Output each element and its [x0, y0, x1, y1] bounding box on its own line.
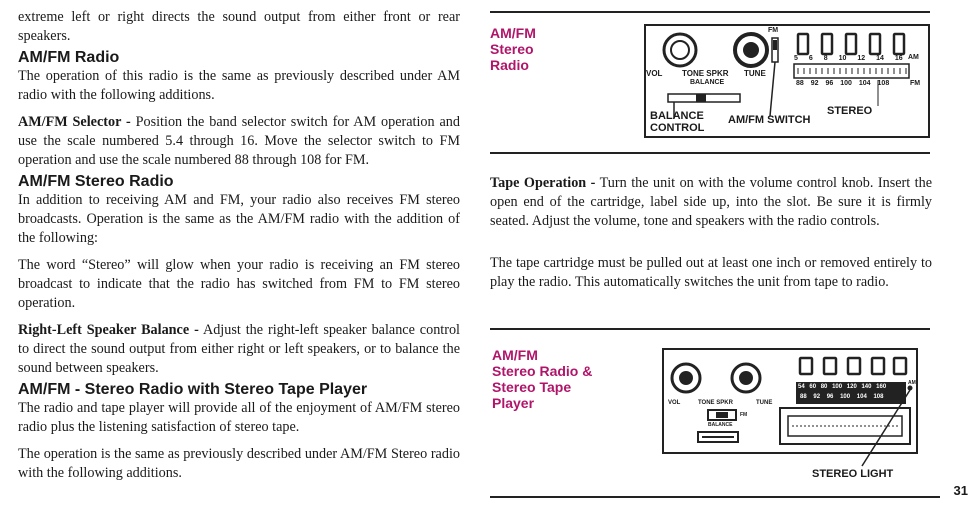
top-rule [490, 11, 930, 13]
fig1-stereo-label: STEREO [827, 105, 873, 117]
am-scale-number: 80 [820, 384, 828, 390]
fig1-fm-right-label: FM [910, 80, 921, 87]
fm-scale-number: 96 [826, 394, 834, 400]
intro-paragraph: extreme left or right directs the sound output from either front or rear speakers. [18, 9, 460, 44]
am-scale-number: 60 [809, 384, 817, 390]
tape-operation-runin: Tape Operation - [490, 175, 596, 191]
amfm-stereo-radio-diagram [644, 24, 930, 142]
stereo-tape-heading: AM/FM - Stereo Radio with Stereo Tape Player [18, 381, 368, 398]
tape-player-faceplate-drawing [662, 348, 924, 483]
fig1-tune-label: TUNE [744, 69, 766, 78]
fig1-balance-small-label: BALANCE [690, 79, 725, 86]
fm-scale-number: 100 [840, 80, 852, 87]
fm-scale-number: 108 [873, 394, 884, 400]
figure-2-title-line: AM/FM [492, 347, 538, 363]
fig1-balance-control-label [650, 110, 704, 134]
tape-pull-paragraph: The tape cartridge must be pulled out at least one inch or removed entirely to play the radio. This automatically switches the unit from tape to radio. [490, 255, 932, 290]
figure-1-title-line: Stereo [490, 41, 534, 57]
amfm-radio-heading: AM/FM Radio [18, 49, 120, 66]
am-scale-number: 100 [832, 384, 843, 390]
fig1-am-label: AM [908, 54, 919, 61]
fig2-stereo-light-label: STEREO LIGHT [812, 468, 894, 480]
figure-2-title-line: Stereo Radio & [492, 363, 593, 379]
fm-scale-number: 96 [825, 80, 834, 87]
middle-rule-1 [490, 152, 930, 154]
fig2-tune-label: TUNE [756, 400, 773, 406]
fm-scale-number: 88 [800, 394, 807, 400]
figure-2-title-line: Player [492, 395, 535, 411]
stereo-tape-paragraph-2: The operation is the same as previously described under AM/FM Stereo radio with the following additions. [18, 446, 460, 481]
figure-1-title [490, 25, 536, 73]
fm-scale-number: 88 [796, 80, 804, 87]
fig1-fm-label: FM [768, 27, 779, 34]
am-scale-number: 160 [876, 384, 887, 390]
right-column [490, 0, 932, 512]
balance-control-line: CONTROL [650, 122, 705, 134]
am-scale-number: 12 [857, 55, 866, 62]
fig1-fm-scale [796, 80, 889, 87]
fm-scale-number: 92 [813, 394, 821, 400]
am-scale-number: 16 [894, 55, 903, 62]
speaker-balance-runin: Right-Left Speaker Balance - [18, 322, 199, 338]
figure-2-title [492, 347, 592, 411]
fm-scale-number: 108 [877, 80, 890, 87]
amfm-stereo-tape-diagram [662, 348, 924, 483]
fig2-tone-spkr-label: TONE SPKR [698, 400, 733, 406]
amfm-selector-paragraph [18, 113, 460, 170]
amfm-selector-text: Position the band selector switch for AM operation and use the scale numbered 5.4 through 16. Move the selector switch to FM operation and use the scale numbered 88 through 108 for FM. [18, 114, 460, 168]
am-scale-number: 120 [846, 384, 857, 390]
fig2-fm-scale [800, 394, 883, 400]
middle-rule-2 [490, 328, 930, 330]
fig1-vol-label: VOL [646, 69, 663, 78]
speaker-balance-paragraph [18, 321, 460, 378]
amfm-stereo-paragraph: In addition to receiving AM and FM, your radio also receives FM stereo broadcasts. Operation is the same as the AM/FM radio with the addition of the following: [18, 192, 460, 246]
fig2-balance-label: BALANCE [708, 422, 733, 428]
figure-1-title-line: AM/FM [490, 25, 536, 41]
fig2-vol-label: VOL [668, 400, 681, 406]
fm-scale-number: 92 [810, 80, 819, 87]
fm-scale-number: 104 [858, 80, 871, 87]
amfm-stereo-heading: AM/FM Stereo Radio [18, 173, 174, 190]
stereo-tape-paragraph: The radio and tape player will provide all of the enjoyment of AM/FM stereo radio plus the listening satisfaction of stereo tape. [18, 400, 460, 435]
amfm-selector-runin: AM/FM Selector - [18, 114, 131, 130]
fig1-tone-spkr-label: TONE SPKR [682, 69, 729, 78]
stereo-light-icon [908, 386, 913, 391]
amfm-radio-paragraph: The operation of this radio is the same as previously described under AM radio with the following additions. [18, 68, 460, 103]
fm-scale-number: 104 [856, 394, 867, 400]
figure-2-title-line: Stereo Tape [492, 379, 572, 395]
am-scale-number: 6 [808, 55, 813, 62]
tape-operation-paragraph [490, 174, 932, 231]
fig1-amfm-switch-label: AM/FM SWITCH [728, 114, 811, 126]
fig2-fm-label: FM [740, 412, 748, 418]
tape-operation-text: Turn the unit on with the volume control knob. Insert the open end of the cartridge, label side up, into the slot. Be sure it is firmly seated. Adjust the volume, tone and speakers with the radio controls. [490, 175, 932, 229]
figure-1-title-line: Radio [490, 57, 529, 73]
am-scale-number: 54 [798, 384, 805, 390]
bottom-rule [490, 496, 940, 498]
speaker-balance-text: Adjust the right-left speaker balance control to direct the sound output from either right or left speakers, or to balance the sound between speakers. [18, 322, 460, 376]
am-scale-number: 8 [823, 55, 828, 62]
fm-scale-number: 100 [840, 394, 851, 400]
fig2-am-label: AM [908, 380, 916, 386]
fig1-am-scale [794, 55, 903, 62]
am-scale-number: 14 [876, 55, 884, 62]
page-number: 31 [953, 483, 968, 498]
balance-control-line: BALANCE [650, 110, 704, 122]
left-column [18, 8, 460, 483]
am-scale-number: 10 [838, 55, 847, 62]
am-scale-number: 140 [861, 384, 872, 390]
preset-buttons [798, 34, 904, 54]
am-scale-number: 5 [794, 55, 798, 62]
stereo-glow-paragraph: The word “Stereo” will glow when your radio is receiving an FM stereo broadcast to indicate that the radio has switched from FM to FM stereo operation. [18, 257, 460, 311]
fig2-am-scale [798, 384, 886, 390]
